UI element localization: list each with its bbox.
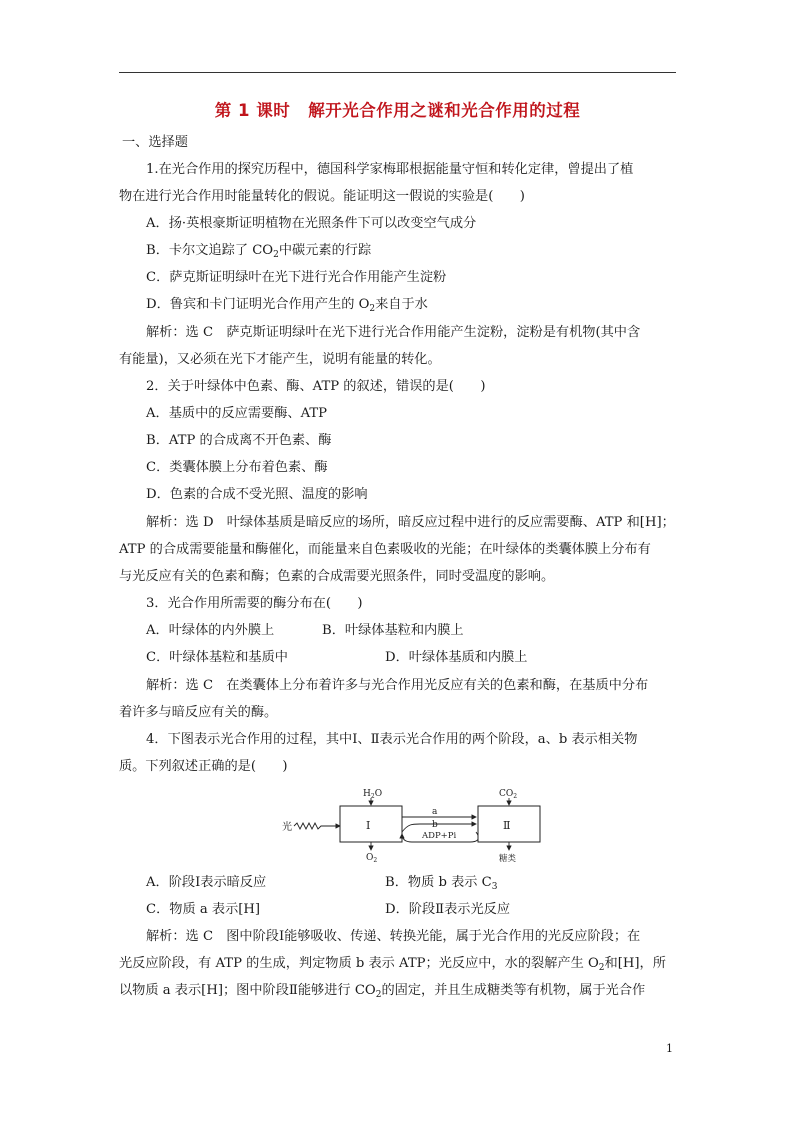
q3-answer-line2: 着许多与暗反应有关的酶。 — [119, 705, 278, 720]
q2-option-c: C．类囊体膜上分布着色素、酶 — [146, 460, 328, 475]
q3-option-b: B．叶绿体基粒和内膜上 — [322, 623, 464, 638]
q2-option-a: A．基质中的反应需要酶、ATP — [146, 406, 328, 421]
q3-answer-line1: 解析：选 C 在类囊体上分布着许多与光合作用光反应有关的色素和酶，在基质中分布 — [146, 678, 649, 693]
b-label: b — [432, 820, 438, 830]
q1-stem-line2: 物在进行光合作用时能量转化的假说。能证明这一假说的实验是( ) — [119, 189, 525, 204]
q4-answer-line1: 解析：选 C 图中阶段Ⅰ能够吸收、传递、转换光能，属于光合作用的光反应阶段；在 — [146, 929, 641, 944]
q1-option-a: A．扬·英根豪斯证明植物在光照条件下可以改变空气成分 — [146, 216, 477, 231]
q3-option-a: A．叶绿体的内外膜上 — [146, 623, 275, 638]
q1-option-b: B．卡尔文追踪了 $CO_2$中碳元素的行踪 — [146, 243, 372, 260]
q3-option-c: C．叶绿体基粒和基质中 — [146, 650, 288, 665]
stage-1-box — [340, 806, 402, 842]
q2-answer-line3: 与光反应有关的色素和酶；色素的合成需要光照条件，同时受温度的影响。 — [119, 569, 555, 584]
q1-stem-line1: 1.在光合作用的探究历程中，德国科学家梅耶根据能量守恒和转化定律，曾提出了植 — [146, 162, 634, 177]
page-number: 1 — [666, 1042, 673, 1055]
page-title — [119, 97, 676, 121]
q3-stem: 3．光合作用所需要的酶分布在( ) — [146, 596, 363, 611]
photosynthesis-diagram — [280, 784, 550, 866]
q2-answer-line1: 解析：选 D 叶绿体基质是暗反应的场所，暗反应过程中进行的反应需要酶、ATP 和[H]； — [146, 515, 675, 530]
light-label: 光 — [282, 822, 292, 833]
sugar-label: 糖类 — [499, 854, 517, 864]
q2-answer-line2: ATP 的合成需要能量和酶催化，而能量来自色素吸收的光能；在叶绿体的类囊体膜上分布有 — [119, 542, 651, 557]
q1-option-c: C．萨克斯证明绿叶在光下进行光合作用能产生淀粉 — [146, 270, 447, 285]
q4-option-b: B．物质 b 表示 $C_3$ — [385, 875, 498, 892]
section-heading: 一、选择题 — [122, 135, 188, 150]
q2-option-b: B．ATP 的合成离不开色素、酶 — [146, 433, 332, 448]
q4-answer-line3: 以物质 a 表示[H]；图中阶段Ⅱ能够进行 $CO_2$的固定，并且生成糖类等有机物，属于光合作 — [119, 983, 646, 1000]
q4-stem-line1: 4．下图表示光合作用的过程，其中Ⅰ、Ⅱ表示光合作用的两个阶段，a、b 表示相关物 — [146, 732, 638, 747]
o2-label: $O_2$ — [366, 853, 378, 864]
lesson-number: 第 1 课时 — [214, 101, 291, 120]
a-label: a — [432, 807, 438, 817]
h2o-label: $H_2O$ — [363, 789, 383, 800]
header-rule — [119, 72, 676, 73]
q1-answer-line2: 有能量)，又必须在光下才能产生，说明有能量的转化。 — [119, 352, 441, 367]
q2-stem: 2．关于叶绿体中色素、酶、ATP 的叙述，错误的是( ) — [146, 379, 486, 394]
q1-option-d: D．鲁宾和卡门证明光合作用产生的 $O_2$来自于水 — [146, 297, 428, 314]
lesson-title: 解开光合作用之谜和光合作用的过程 — [308, 101, 581, 120]
stage-2-label: Ⅱ — [503, 819, 511, 832]
adp-label: ADP+Pi — [422, 831, 457, 841]
q3-option-d: D．叶绿体基质和内膜上 — [385, 650, 528, 665]
q2-option-d: D．色素的合成不受光照、温度的影响 — [146, 487, 368, 502]
q4-option-a: A．阶段Ⅰ表示暗反应 — [146, 875, 267, 890]
q4-stem-line2: 质。下列叙述正确的是( ) — [119, 759, 288, 774]
co2-label: $CO_2$ — [499, 789, 518, 800]
q4-option-c: C．物质 a 表示[H] — [146, 902, 261, 917]
q1-answer-line1: 解析：选 C 萨克斯证明绿叶在光下进行光合作用能产生淀粉，淀粉是有机物(其中含 — [146, 325, 641, 340]
light-wave — [294, 823, 340, 829]
q4-answer-line2: 光反应阶段，有 ATP 的生成，判定物质 b 表示 ATP；光反应中，水的裂解产生 $O_2$和[H]，所 — [119, 956, 666, 973]
stage-1-label: Ⅰ — [366, 819, 371, 832]
q4-option-d: D．阶段Ⅱ表示光反应 — [385, 902, 511, 917]
